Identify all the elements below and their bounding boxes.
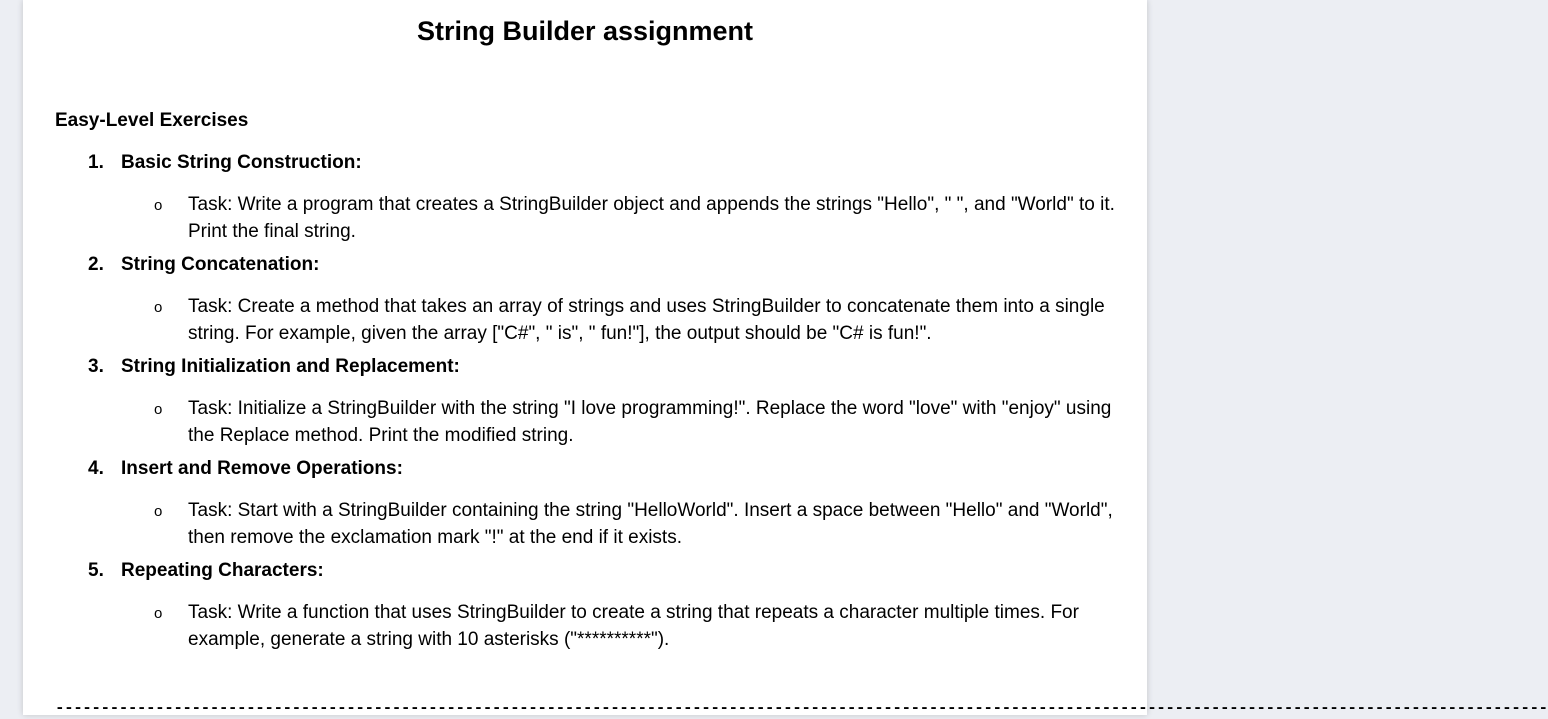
- page-title: String Builder assignment: [416, 16, 754, 46]
- bullet-icon: o: [154, 197, 163, 214]
- exercise-item: [23, 456, 1147, 551]
- task-text: Task: Write a function that uses StringBuilder to create a string that repeats a character multiple times. For example, generate a string with 10 asterisks ("**********").: [188, 602, 1079, 650]
- task-text: Task: Initialize a StringBuilder with the string "I love programming!". Replace the word "love" with "enjoy" using the Replace method. Print the modified string.: [188, 398, 1112, 446]
- exercise-number: 2.: [88, 254, 104, 275]
- section-heading: Easy-Level Exercises: [55, 110, 249, 131]
- exercise-title: Insert and Remove Operations:: [121, 458, 403, 479]
- exercise-number: 5.: [88, 560, 104, 581]
- document-page: [23, 0, 1548, 717]
- task-item: [23, 293, 1147, 347]
- task-item: [23, 497, 1147, 551]
- bullet-icon: o: [154, 299, 163, 316]
- exercise-number: 4.: [88, 458, 104, 479]
- exercise-number: 1.: [88, 152, 104, 173]
- exercise-title: String Concatenation:: [121, 254, 320, 275]
- task-text: Task: Write a program that creates a StringBuilder object and appends the strings "Hello", " ", and "World" to it. Print the final string.: [188, 194, 1115, 242]
- bullet-icon: o: [154, 401, 163, 418]
- exercise-heading: [23, 354, 1147, 380]
- exercise-list: [23, 150, 1147, 660]
- exercise-heading: [23, 252, 1147, 278]
- exercise-item: [23, 150, 1147, 245]
- section-divider: --------------------------------------------------------------------------------------------------------------------------------------------------------------------: [55, 699, 1548, 717]
- exercise-item: [23, 354, 1147, 449]
- bullet-icon: o: [154, 605, 163, 622]
- task-text: Task: Create a method that takes an array of strings and uses StringBuilder to concatenate them into a single string. For example, given the array ["C#", " is", " fun!"], the output should be "C# is fun!".: [188, 296, 1105, 344]
- exercise-title: Repeating Characters:: [121, 560, 324, 581]
- exercise-title: String Initialization and Replacement:: [121, 356, 460, 377]
- exercise-item: [23, 252, 1147, 347]
- task-item: [23, 395, 1147, 449]
- exercise-item: [23, 558, 1147, 653]
- task-item: [23, 191, 1147, 245]
- task-item: [23, 599, 1147, 653]
- exercise-heading: [23, 150, 1147, 176]
- exercise-heading: [23, 558, 1147, 584]
- task-text: Task: Start with a StringBuilder containing the string "HelloWorld". Insert a space between "Hello" and "World", then remove the exclamation mark "!" at the end if it exists.: [188, 500, 1113, 548]
- exercise-heading: [23, 456, 1147, 482]
- exercise-title: Basic String Construction:: [121, 152, 362, 173]
- bullet-icon: o: [154, 503, 163, 520]
- exercise-number: 3.: [88, 356, 104, 377]
